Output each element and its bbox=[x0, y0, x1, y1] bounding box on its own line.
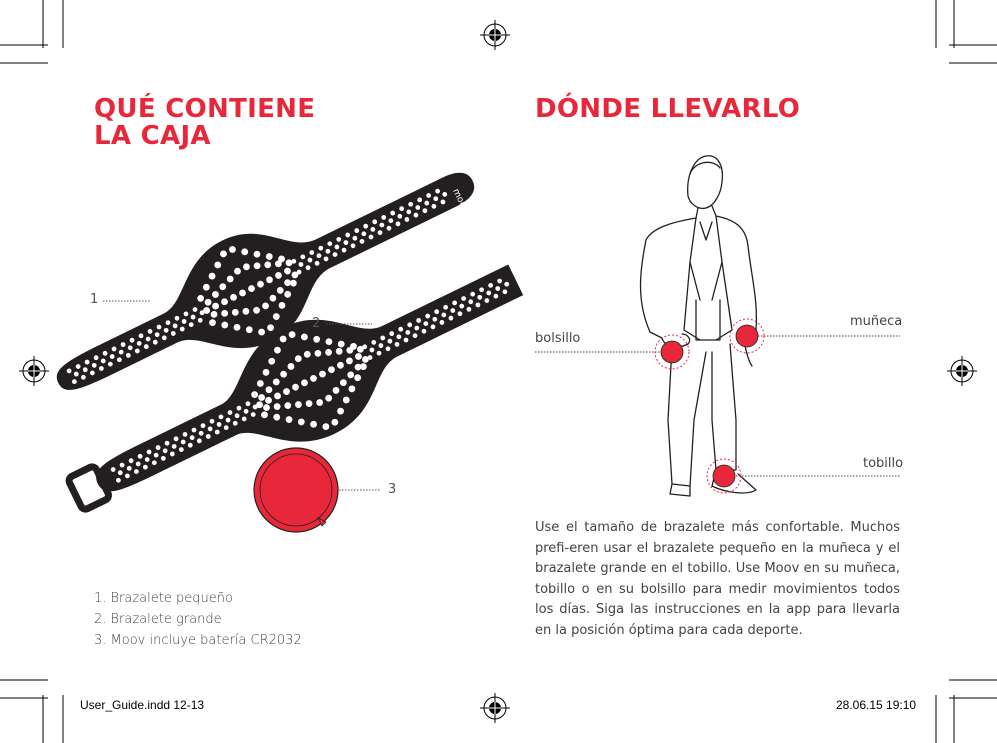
body-paragraph: Use el tamaño de brazalete más confortable. Muchos prefi-eren usar el brazalete pequeño en la muñeca y el brazalete grande en el tobillo. Use Moov en su muñeca, tobillo o en su bolsillo para medir movimientos todos los días. Siga las instrucciones en la app para llevarla en la posición óptima para cada deporte. bbox=[535, 520, 900, 638]
callout-3: 3 bbox=[388, 482, 397, 497]
man-figure-icon bbox=[641, 156, 757, 496]
title-line-1: QUÉ CONTIENE bbox=[94, 94, 316, 124]
ankle-marker-icon bbox=[707, 459, 741, 493]
title-line-2: LA CAJA bbox=[94, 121, 211, 151]
list-item: 2. Brazalete grande bbox=[94, 612, 222, 627]
callout-2: 2 bbox=[312, 316, 321, 331]
footer-file-slug: User_Guide.indd 12-13 bbox=[80, 698, 205, 712]
band-brand-text: moov bbox=[450, 187, 471, 215]
label-pocket: bolsillo bbox=[535, 331, 581, 346]
list-item: 3. Moov incluye batería CR2032 bbox=[94, 633, 302, 648]
label-ankle: tobillo bbox=[863, 456, 904, 471]
pocket-marker-icon bbox=[655, 335, 689, 369]
callout-1: 1 bbox=[90, 292, 99, 307]
label-wrist: muñeca bbox=[850, 314, 903, 329]
list-item: 1. Brazalete pequeño bbox=[94, 591, 233, 606]
right-page-title: DÓNDE LLEVARLO bbox=[535, 94, 801, 124]
footer-date: 28.06.15 19:10 bbox=[836, 698, 917, 712]
